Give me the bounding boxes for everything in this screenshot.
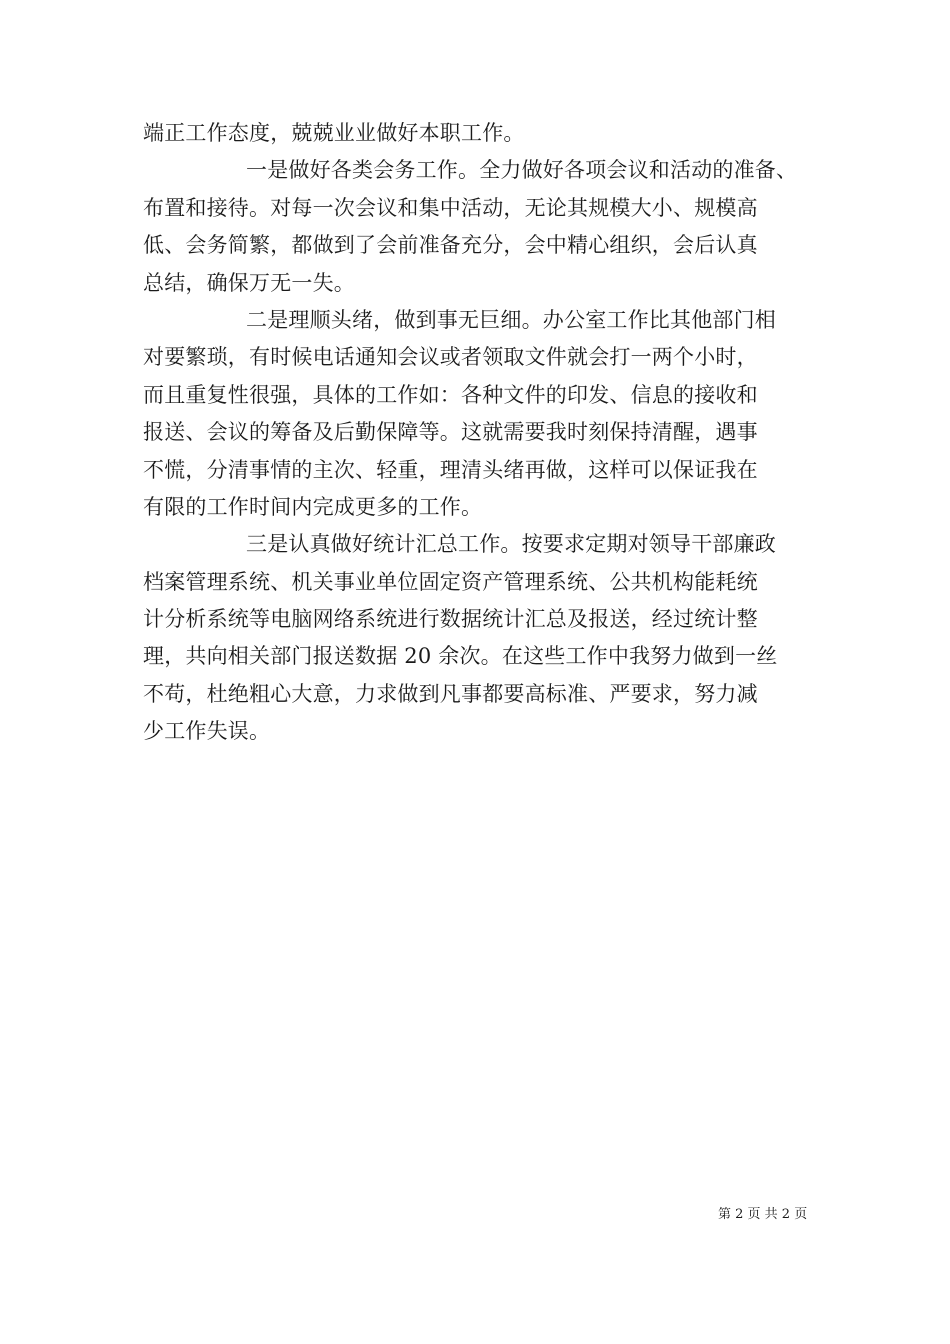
- text-line: 对要繁琐，有时候电话通知会议或者领取文件就会打一两个小时，: [143, 345, 758, 370]
- text-line: 档案管理系统、机关事业单位固定资产管理系统、公共机构能耗统: [143, 569, 758, 594]
- body-text: [143, 115, 823, 751]
- paragraph-1-first-line: 一是做好各类会务工作。全力做好各项会议和活动的准备、: [246, 158, 798, 183]
- text-line: 不苟，杜绝粗心大意，力求做到凡事都要高标准、严要求，努力减: [143, 681, 758, 706]
- page-number-footer: 第 2 页 共 2 页: [718, 1207, 808, 1222]
- text-line: 低、会务简繁，都做到了会前准备充分，会中精心组织，会后认真: [143, 233, 758, 258]
- text-line: 不慌，分清事情的主次、轻重，理清头绪再做，这样可以保证我在: [143, 457, 758, 482]
- text-line: 理，共向相关部门报送数据 20 余次。在这些工作中我努力做到一丝: [143, 644, 778, 669]
- text-line: 总结，确保万无一失。: [143, 270, 355, 295]
- text-line: 端正工作态度，兢兢业业做好本职工作。: [143, 121, 525, 145]
- text-line: 计分析系统等电脑网络系统进行数据统计汇总及报送，经过统计整: [143, 607, 758, 632]
- text-line: 布置和接待。对每一次会议和集中活动，无论其规模大小、规模高: [143, 195, 758, 220]
- paragraph-3-first-line: 三是认真做好统计汇总工作。按要求定期对领导干部廉政: [246, 532, 776, 557]
- text-line: 报送、会议的筹备及后勤保障等。这就需要我时刻保持清醒，遇事: [143, 420, 758, 445]
- text-line: 少工作失误。: [143, 719, 271, 744]
- text-line: 而且重复性很强，具体的工作如：各种文件的印发、信息的接收和: [143, 382, 758, 407]
- paragraph-2-first-line: 二是理顺头绪，做到事无巨细。办公室工作比其他部门相: [246, 307, 776, 332]
- text-line: 有限的工作时间内完成更多的工作。: [143, 494, 483, 519]
